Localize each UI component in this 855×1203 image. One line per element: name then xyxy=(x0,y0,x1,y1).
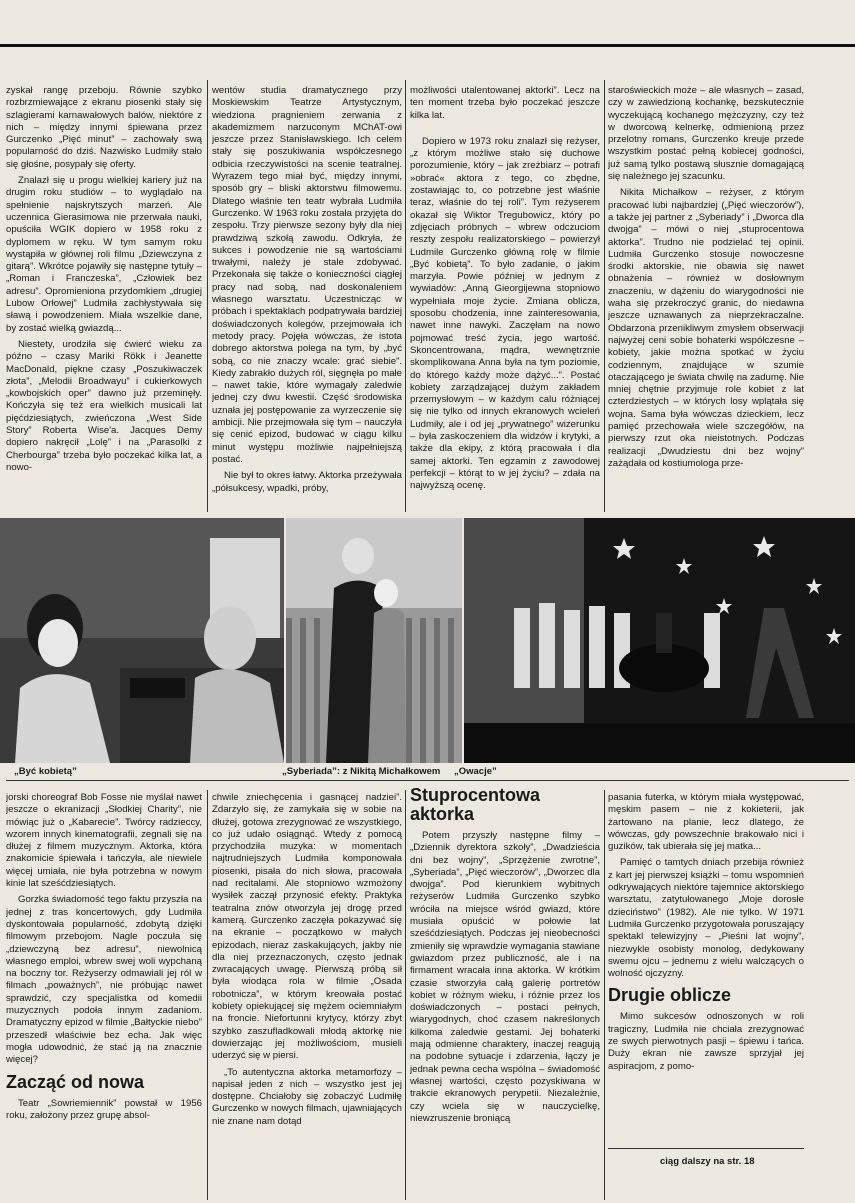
column-top-1 xyxy=(6,85,202,511)
paragraph: pasania futerka, w którym miała występować, męskim pasem – nie z kokieterii, jak żartowano na planie, lecz dlatego, że wówczas, gdy powszechnie brakowało nici i guzików, tak ubierała się jej matka... xyxy=(608,792,804,853)
paragraph: jorski choreograf Bob Fosse nie myślał nawet jeszcze o ekranizacji „Słodkiej Charity”, nie mówiąc już o „Kabarecie”. Twórcy radzieccy, wzorem innych kinematografii, zegnali się na dłużej z filmem muzycznym. Aktorka, która znakomicie śpiewała i tańczyła, ale niewiele więcej umiała, nie była potrzebna w nowym kinie lat sześćdziesiątych. xyxy=(6,792,202,890)
paragraph: chwile zniechęcenia i gasnącej nadziei”. Zdarzyło się, że zamykała się w sobie na dłużej, gotowa zrezygnować ze wszystkiego, co już udało osiągnąć. Wtedy z pomocą przychodziła muzyka: w momentach najtrudniejszych Ludmiła komponowała piosenki, pisała do nich słowa, pracowała nad recitalami. Ale stopniowo wzmożony wysiłek zaczął przynosić efekty. Praktyka teatralna znów otworzyła jej drogę przed kamerą. Gurczenko zaczęła pokazywać się na ekranie – początkowo w małych epizodach, nieraz zaskakujących, jakby nie dla niej przeznaczonych, często jednak zwracających uwagę. Pierwszą próbą sił była wiodąca rola w filmie „Osada robotnicza”, w którym kreowała postać kobiety opiekującej się mężem ociemniałym na froncie. Niefortunni krytycy, którzy zbyt szybko zaszufladkowali młodą aktorkę nie dowierzając jej możliwościom, musieli uderzyć się w piersi. xyxy=(212,792,402,1062)
column-top-3 xyxy=(410,85,600,511)
footer-rule xyxy=(608,1148,804,1149)
paragraph: Znalazł się u progu wielkiej kariery już na drugim roku studiów – to wyglądało na spełnienie najskrytszych marzeń. Ale uczennica Gierasimowa nie przerwała nauki, opuściła WGIK dopiero w 1958 roku z dyplomem w ręku. W tym samym roku wystąpiła w głównej roli filmu „Dziewczyna z gitarą”. Wkrótce pojawiły się następne tytuły – „Roman i Franczeska”, „Człowiek bez adresu”. Opromieniona przydomkiem „drugiej Lubow Orłowej” Ludmiła zachłystywała się sławą i powodzeniem. Miała wszelkie dane, by zostać wielką gwiazdą... xyxy=(6,175,202,334)
column-divider xyxy=(207,790,208,1200)
column-top-2 xyxy=(212,85,402,511)
column-bottom-2 xyxy=(212,792,402,1200)
paragraph: zyskał rangę przeboju. Równie szybko rozbrzmiewające z ekranu piosenki stały się szlagierami karnawałowych balów, niektóre z nich – między innymi śpiewana przez Gurczenko „Pięć minut” – zachowały swą popularność do dziś. Nazwisko Ludmiły stało się głośne, posypały się oferty. xyxy=(6,85,202,170)
caption-photo-1: „Być kobietą” xyxy=(14,766,77,777)
paragraph: wentów studia dramatycznego przy Moskiewskim Teatrze Artystycznym, wiedziona pragnieniem zerwania z akademizmem narzuconym MChAT-owi jeszcze przez Stanisławskiego. Ich celem stały się poszukiwania współczesnego odbicia rzeczywistości na scenie teatralnej. Wyrazem tego miał być, między innymi, sposób gry – bliski aktorstwu filmowemu. Dlatego właśnie ten teatr wybrała Ludmiła Gurczenko. W 1963 roku została przyjęta do zespołu. Trzy pierwsze sezony były dla niej prawdziwą szkołą zawodu. Odkryła, że sukces i powodzenie nie są wartościami trwałymi, należy je stale zdobywać. Przekonała się także o konieczności ciągłej pracy nad sobą, nad doskonaleniem własnego warsztatu. Uczestnicząc w próbach i spektaklach podpatrywała bardziej doświadczonych kolegów, przejmowała ich metody pracy. Pojęła wówczas, że istota dobrego aktorstwa polega na tym, by „być sobą, co nie znaczy wcale: grać siebie”. Kiedy zabrakło dużych ról, sięgnęła po małe – nawet takie, które wymagały zaledwie jednej czy dwu kwestii. Część środowiska uznała jej postępowanie za wyrzeczenie się ambicji. Nie przejmowała się tym – nauczyła się cenić epizod, budować w ciągu kilku minut występu możliwie najpełniejszą postać. xyxy=(212,85,402,465)
paragraph: Pamięć o tamtych dniach przebija również z kart jej pierwszej książki – tomu wspomnień odkrywających niektóre tajemnice aktorskiego warsztatu, zatytułowanego „Moje dorosłe dzieciństwo” (1982). Ale nie tylko. W 1971 Ludmiła Gurczenko przygotowała poruszający spektakl telewizyjny – „Pieśni lat wojny”, niezwykle osobisty monolog, dedykowany swemu ojcu – jednemu z wielu walczących o wolność ojczyzny. xyxy=(608,857,804,980)
heading-stuprocentowa-aktorka: Stuprocentowa aktorka xyxy=(410,786,541,824)
continued-note: ciąg dalszy na str. 18 xyxy=(660,1156,755,1167)
column-bottom-4 xyxy=(608,792,804,1142)
caption-photo-3: „Owacje” xyxy=(454,766,497,777)
column-bottom-3 xyxy=(410,786,600,1200)
paragraph: staroświeckich może – ale własnych – zasad, czy w zawiedzioną kochankę, bezskutecznie wyczekującą kochanego mężczyzny, czy też w dworcową kelnerkę, odmienioną przez przelotny romans, Gurczenko kreuje przede wszystkim postać pełną kobiecej godności, już samą tylko postawą słusznie domagającą się należnego jej szacunku. xyxy=(608,85,804,183)
column-divider xyxy=(604,790,605,1200)
caption-rule xyxy=(6,780,849,781)
paragraph: „To autentyczna aktorka metamorfozy – napisał jeden z nich – wszystko jest jej dostępne. Chciałoby się zobaczyć Ludmiłę Gurczenko w nowych filmach, ujawniających nie znane nam dotąd xyxy=(212,1066,402,1127)
column-divider xyxy=(207,80,208,512)
heading-zaczac-od-nowa: Zacząć od nowa xyxy=(6,1071,145,1092)
column-bottom-1 xyxy=(6,792,202,1200)
paragraph: Teatr „Sowriemiennik” powstał w 1956 roku, założony przez grupę absol- xyxy=(6,1097,202,1121)
column-divider xyxy=(405,80,406,512)
paragraph: Niestety, urodziła się ćwierć wieku za późno – czasy Mariki Rökk i Jeanette MacDonald, piękne czasy „Poszukiwaczek złota”, „Melodii Broadwayu” i cukierkowych „kowbojskich oper” dawno już przeminęły. Kończyła się też era wielkich musicali lat pięćdziesiątych, zwieńczona „West Side Story” Roberta Wise'a. Jacques Demy dopiero nakręcił „Lolę” i na „Parasolki z Cherbourga” trzeba było poczekać kilka lat, a nowo- xyxy=(6,338,202,473)
paragraph: Gorzka świadomość tego faktu przyszła na jednej z tras koncertowych, gdy Ludmiła dyskontowała popularność, zdobytą dzięki filmowym przebojom. Nagle poczuła się „dziewczyną bez adresu”, niewolnicą własnego emploi, wbrew swej woli wypchaną na boczny tor. Reżyserzy odmawiali jej ról w filmach „poważnych”, nie próbując nawet sprawdzić, czy specjalistka od komedii muzycznych podoła innym zadaniom. Dramatyczny epizod w filmie „Bałtyckie niebo” przeszedł właściwie bez echa. Jak więc mogła udowodnić, że stać ją na znacznie więcej? xyxy=(6,894,202,1066)
paragraph: Nikita Michałkow – reżyser, z którym pracować lubi najbardziej („Pięć wieczorów”), a także jej partner z „Syberiady” i „Dworca dla dwojga” – mówi o niej „stuprocentowa aktorka”. Trudno nie podzielać tej opinii. Ludmiła Gurczenko stosuje nowoczesne środki aktorskie, nie obawia się nawet obnażenia – również w dosłownym znaczeniu, w dążeniu do wiarygodności nie waha się przekroczyć granic, do niedawna jeszcze uznawanych za nieprzekraczalne. Obdarzona przenikliwym zmysłem obserwacji najwyżej ceni sobie bohaterki współczesne – kobiety, jakie można spotkać w życiu codziennym, znajdujące w szumie otaczającego je świata chwilę na zadumę. Nie mniej chętnie przyjmuje role kobiet z lat czterdziestych – w których losy wplątała się wojna. Sama była wówczas dzieckiem, lecz pamięć przechowała wiele szczegółów, na pierwszy rzut oka nieistotnych. Podczas realizacji „Dwudziestu dni bez wojny” zażądała od kostiumologa prze- xyxy=(608,187,804,469)
paragraph: Nie był to okres łatwy. Aktorka przeżywała „półsukcesy, wpadki, próby, xyxy=(212,470,402,494)
column-top-4 xyxy=(608,85,804,511)
paragraph: Potem przyszły następne filmy – „Dziennik dyrektora szkoły”, „Dwadzieścia dni bez wojny”, „Sprzężenie zwrotne”, „Syberiada”, „Pięć wieczorów”, „Dworzec dla dwojga”. Pod kierunkiem wybitnych reżyserów Ludmiła Gurczenko szybko wróciła na miejsce wśród gwiazd, które musiała opuścić w połowie lat sześćdziesiątych. Podczas jej nieobecności zmieniły się wprawdzie wymagania stawiane gwiazdom przez publiczność, ale i na firmament wracała inna aktorka. W krótkim czasie stworzyła całą galerię portretów kobiet w różnym wieku, i różnie przez los doświadczonych – postaci pełnych, wiarygodnych, choć czasem nakreślonych kilkoma zaledwie gestami. Jej bohaterki mają odmienne charaktery, inaczej reagują na podobne sytuacje i zdarzenia, łączy je jednak pewna cecha wspólna – świadomość własnej wartości, często pozyskiwana w trakcie ekranowych perypetii. Niezależnie, czy wciela się w nauczycielkę, niewzruszenie broniącą xyxy=(410,830,600,1124)
photo-owacje xyxy=(464,518,855,763)
caption-photo-2: „Syberiada”: z Nikitą Michałkowem xyxy=(282,766,441,777)
top-rule xyxy=(0,44,855,47)
paragraph: Mimo sukcesów odnoszonych w roli tragiczny, Ludmiła nie chciała zrezygnować ze swych pierwotnych pasji – śpiewu i tańca. Duży ekran nie zawsze sprzyjał jej aspiracjom, z pomo- xyxy=(608,1011,804,1072)
photo-byc-kobieta xyxy=(0,518,284,763)
paragraph: Dopiero w 1973 roku znalazł się reżyser, „z którym możliwe stało się duchowe porozumienie, który – jak zreżbiarz – potrafi »obrać« aktora z tego, co zbędne, zostawiając to, co potrzebne jest właśnie teraz, właśnie do tej roli”. Tym reżyserem okazał się Wiktor Tregubowicz, który po zdjęciach próbnych – wbrew odczuciom reszty zespołu realizatorskiego – powierzył Ludmile Gurczenko główną rolę w filmie „Być kobietą”. To było zadanie, o jakim marzyła. Powie później w jednym z wywiadów: „Anną Gieorgijewna stopniowo wypełniała moje życie. Zmiana oblicza, sposobu chodzenia, inne zainteresowania, nawet inne nawyki. Zaczęłam na nowo pojmować treść życia, jego wartość. Skoncentrowana, mądra, wewnętrznie skomplikowana Anna była na tym poziomie, do którego każdy może dążyć...”. Postać kobiety zarządzającej dużym zakładem przemysłowym – w każdym calu różniącej się nie tylko od innych ekranowych wcieleń Ludmiły, ale i od jej „prywatnego” wizerunku – była zaskoczeniem dla widzów i krytyki, a także dla ekipy, z którą pracowała i dla samej aktorki. Ten egzamin z zawodowej perfekcji – którąt to w jej życiu? – zdała na najwyższą ocenę. xyxy=(410,135,600,492)
heading-drugie-oblicze: Drugie oblicze xyxy=(608,985,732,1006)
column-divider xyxy=(604,80,605,512)
column-divider xyxy=(405,790,406,1200)
paragraph: możliwości utalentowanej aktorki”. Lecz na ten moment trzeba było poczekać jeszcze kilka lat. xyxy=(410,85,600,121)
photo-syberiada xyxy=(286,518,462,763)
